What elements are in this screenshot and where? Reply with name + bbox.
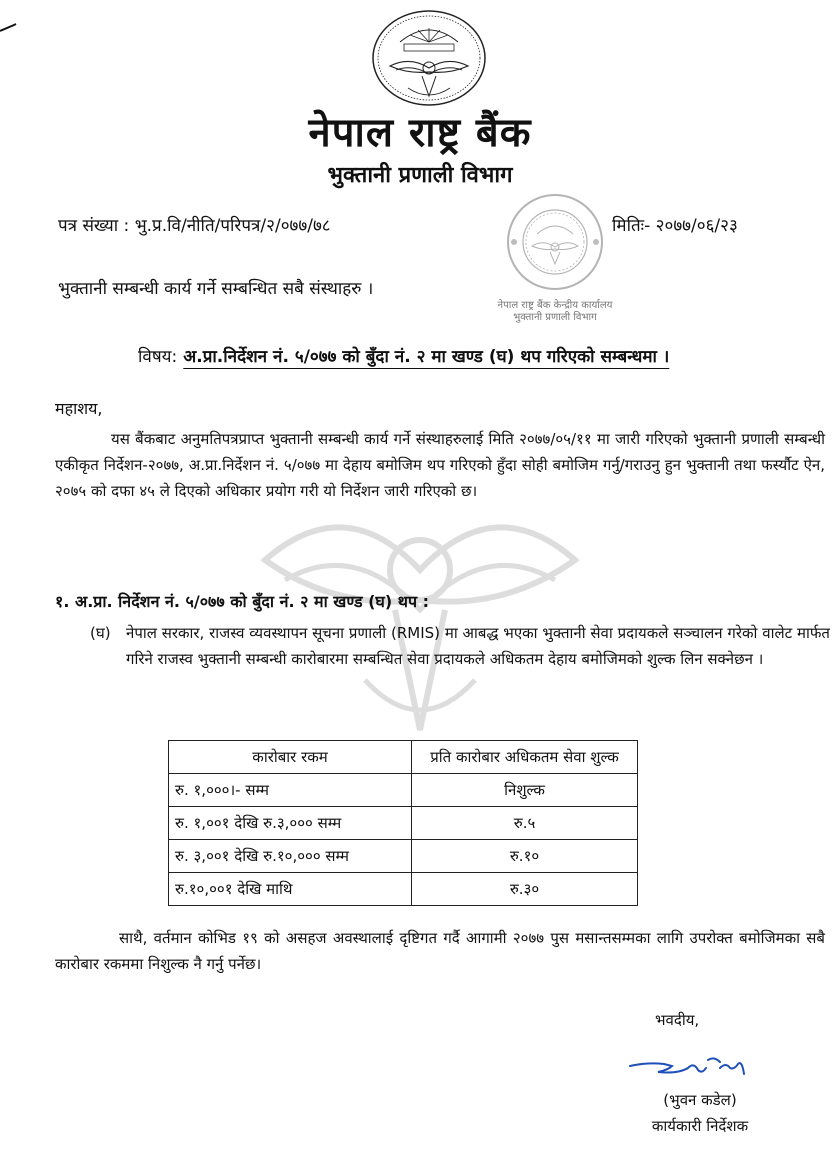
bank-logo-emblem [370, 8, 488, 108]
corner-pen-mark [0, 22, 20, 32]
amount-cell: रु.१०,००१ देखि माथि [169, 873, 412, 906]
stamp-caption [470, 300, 640, 324]
section-1-heading: १. अ.प्रा. निर्देशन नं. ५/०७७ को बुँदा नं. २ मा खण्ड (घ) थप : [55, 592, 430, 611]
table-row [169, 807, 638, 840]
header-transaction-amount: कारोबार रकम [169, 741, 412, 774]
clause-text: नेपाल सरकार, राजस्व व्यवस्थापन सूचना प्रणाली (RMIS) मा आबद्ध भएका भुक्तानी सेवा प्रदायकले सञ्चालन गरेको वालेट मार्फत गरिने राजस्व भुक्तानी सम्बन्धी कारोबारमा सम्बन्धित सेवा प्रदायकले अधिकतम देहाय बमोजिमको शुल्क लिन सक्नेछन । [126, 624, 830, 668]
closing-salutation: भवदीय, [655, 1011, 700, 1029]
amount-cell: रु. १,००१ देखि रु.३,००० सम्म [169, 807, 412, 840]
handwritten-signature [628, 1050, 748, 1078]
service-fee-table [168, 740, 638, 906]
amount-cell: रु. ३,००१ देखि रु.१०,००० सम्म [169, 840, 412, 873]
fee-cell: रु.५ [412, 807, 638, 840]
fee-cell: रु.३० [412, 873, 638, 906]
official-stamp-seal [505, 192, 605, 292]
subject-line [138, 345, 828, 369]
bank-name-title: नेपाल राष्ट्र बैंक [308, 110, 532, 156]
fee-cell: रु.१० [412, 840, 638, 873]
subject-label: विषय: [138, 347, 178, 367]
department-name: भुक्तानी प्रणाली विभाग [327, 163, 513, 188]
covid-note-paragraph: साथै, वर्तमान कोभिड १९ को असहज अवस्थालाई दृष्टिगत गर्दै आगामी २०७७ पुस मसान्तसम्मका लागि उपरोक्त बमोजिमका सबै कारोबार रकममा निशुल्क नै गर्नु पर्नेछ। [55, 929, 825, 973]
reference-value: भु.प्र.वि/नीति/परिपत्र/२/०७७/७८ [134, 216, 331, 236]
date-label: मितिः- [612, 216, 651, 236]
subject-text: अ.प्रा.निर्देशन नं. ५/०७७ को बुँदा नं. २ मा खण्ड (घ) थप गरिएको सम्बन्धमा । [183, 347, 670, 367]
stamp-outer-text: नेपाल राष्ट्र बैंक [497, 300, 551, 311]
date-value: २०७७/०६/२३ [655, 216, 738, 236]
amount-cell: रु. १,०००।- सम्म [169, 774, 412, 807]
letter-date [612, 215, 738, 237]
table-header-row [169, 741, 638, 774]
clause-gha [90, 620, 830, 672]
table-row [169, 840, 638, 873]
signer-name: (भुवन कडेल) [663, 1091, 737, 1109]
table-row [169, 774, 638, 807]
header-max-service-fee: प्रति कारोबार अधिकतम सेवा शुल्क [412, 741, 638, 774]
salutation: महाशय, [55, 399, 103, 418]
reference-label: पत्र संख्या : [58, 216, 130, 236]
fee-cell: निशुल्क [412, 774, 638, 807]
clause-marker: (घ) [90, 624, 111, 642]
stamp-inner-text: केन्द्रीय कार्यालय [553, 300, 613, 311]
signer-designation: कार्यकारी निर्देशक [651, 1117, 749, 1135]
reference-number [58, 215, 331, 237]
table-row [169, 873, 638, 906]
stamp-lower-text: भुक्तानी प्रणाली विभाग [513, 312, 597, 323]
recipient-line: भुक्तानी सम्बन्धी कार्य गर्ने सम्बन्धित सबै संस्थाहरु । [58, 279, 374, 299]
intro-paragraph: यस बैंकबाट अनुमतिपत्रप्राप्त भुक्तानी सम्बन्धी कार्य गर्ने संस्थाहरुलाई मिति २०७७/०५/११ मा जारी गरिएको भुक्तानी प्रणाली सम्बन्धी एकीकृत निर्देशन-२०७७, अ.प्रा.निर्देशन नं. ५/०७७ मा देहाय बमोजिम थप गरिएको हुँदा सोही बमोजिम गर्नु/गराउनु हुन भुक्तानी तथा फर्स्यौट ऐन, २०७५ को दफा ४५ ले दिएको अधिकार प्रयोग गरी यो निर्देशन जारी गरिएको छ। [55, 430, 825, 500]
